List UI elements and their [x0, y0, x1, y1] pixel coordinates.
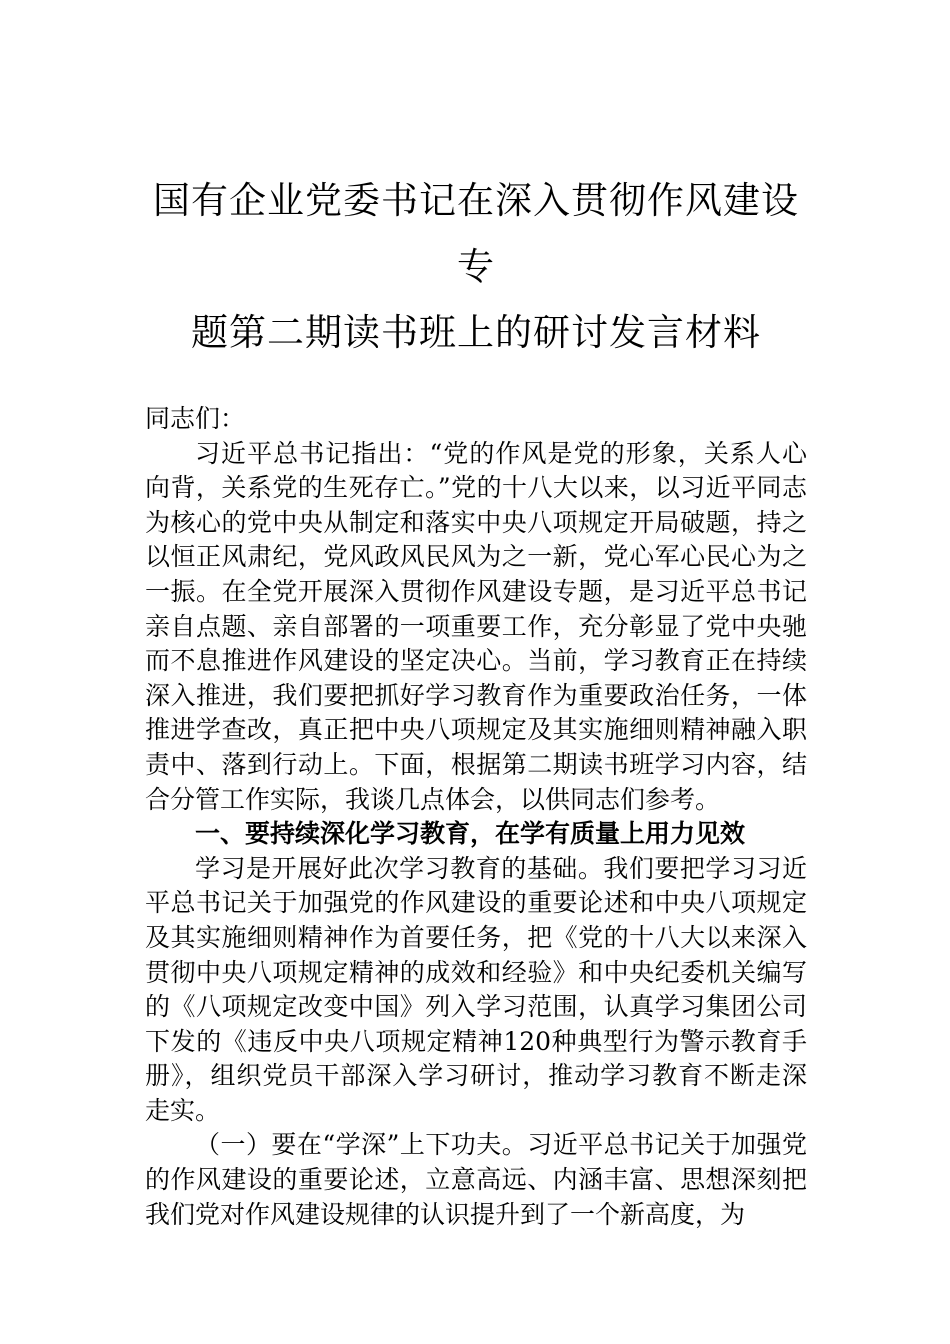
document-page: [145, 168, 807, 1232]
section-paragraph: 学习是开展好此次学习教育的基础。我们要把学习习近平总书记关于加强党的作风建设的重要论述和中央八项规定及其实施细则精神作为首要任务，把《党的十八大以来深入贯彻中央八项规定精神的成效和经验》和中央纪委机关编写的《八项规定改变中国》列入学习范围，认真学习集团公司下发的《违反中央八项规定精神120种典型行为警示教育手册》，组织党员干部深入学习研讨，推动学习教育不断走深走实。: [145, 853, 807, 1125]
subsection-paragraph: （一）要在“学深”上下功夫。习近平总书记关于加强党的作风建设的重要论述，立意高远、内涵丰富、思想深刻把我们党对作风建设规律的认识提升到了一个新高度，为: [145, 1130, 807, 1229]
title-line-2: 题第二期读书班上的研讨发言材料: [191, 311, 761, 354]
document-body: [145, 402, 807, 1232]
intro-paragraph: 习近平总书记指出：“党的作风是党的形象，关系人心向背，关系党的生死存亡。”党的十八大以来，以习近平同志为核心的党中央从制定和落实中央八项规定开局破题，持之以恒正风肃纪，党风政风民风为之一新，党心军心民心为之一振。在全党开展深入贯彻作风建设专题，是习近平总书记亲自点题、亲自部署的一项重要工作，充分彰显了党中央驰而不息推进作风建设的坚定决心。当前，学习教育正在持续深入推进，我们要把抓好学习教育作为重要政治任务，一体推进学查改，真正把中央八项规定及其实施细则精神融入职责中、落到行动上。下面，根据第二期读书班学习内容，结合分管工作实际，我谈几点体会，以供同志们参考。: [145, 438, 807, 814]
salutation: 同志们：: [145, 404, 246, 433]
document-title: [145, 168, 807, 366]
title-line-1: 国有企业党委书记在深入贯彻作风建设专: [153, 179, 799, 288]
section-heading: 一、要持续深化学习教育，在学有质量上用力见效: [195, 819, 746, 849]
